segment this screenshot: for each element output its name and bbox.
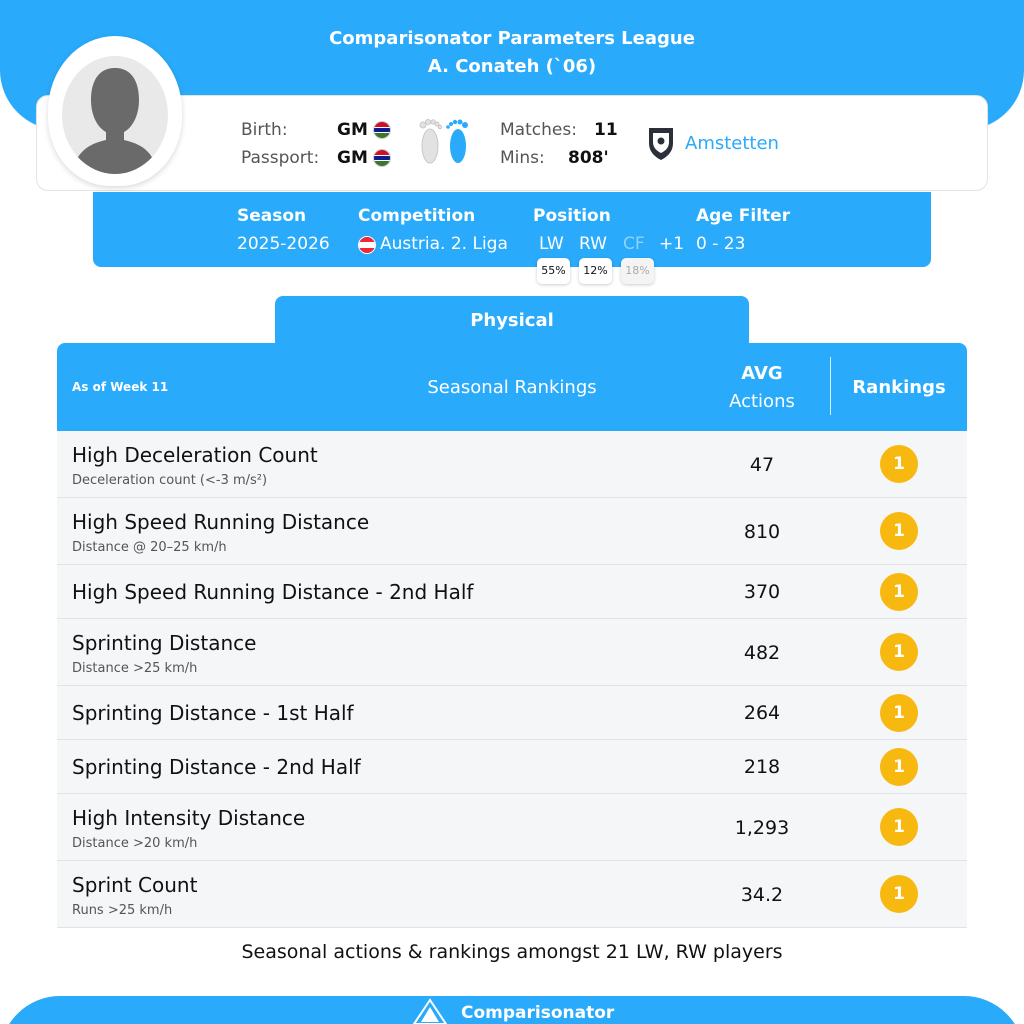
position-rw[interactable]: RW [579, 234, 607, 254]
club-name[interactable]: Amstetten [685, 133, 779, 154]
club-crest-icon [647, 125, 675, 165]
tab-physical[interactable]: Physical [275, 296, 749, 348]
table-row[interactable] [57, 431, 967, 498]
metric-value: 47 [749, 454, 775, 476]
position-pct-lw: 55% [537, 258, 570, 284]
position-pct-rw: 12% [579, 258, 612, 284]
footer-brand: Comparisonator [461, 1003, 615, 1023]
passport-label: Passport: [241, 148, 320, 168]
avatar [48, 36, 182, 186]
rank-badge: 1 [880, 748, 918, 786]
table-row[interactable] [57, 619, 967, 686]
rank-badge: 1 [880, 875, 918, 913]
avg-header: AVG [741, 363, 783, 384]
metric-value: 34.2 [740, 884, 784, 906]
age-filter-label: Age Filter [696, 206, 791, 226]
rankings-header: Rankings [852, 377, 946, 398]
metric-sublabel: Deceleration count (<-3 m/s²) [72, 473, 268, 488]
metric-sublabel: Runs >25 km/h [72, 903, 173, 918]
rank-badge: 1 [880, 808, 918, 846]
position-lw[interactable]: LW [539, 234, 564, 254]
player-silhouette-icon [62, 56, 168, 174]
position-pct-cf: 18% [621, 258, 654, 284]
metric-sublabel: Distance >25 km/h [72, 661, 198, 676]
as-of-week: As of Week 11 [72, 380, 169, 394]
birth-label: Birth: [241, 120, 288, 140]
rank-badge: 1 [880, 512, 918, 550]
metric-label: Sprinting Distance - 1st Half [72, 701, 354, 725]
comparisonator-logo-icon [410, 998, 450, 1024]
metric-label: High Speed Running Distance - 2nd Half [72, 580, 474, 604]
metric-value: 264 [743, 702, 781, 724]
gambia-flag-icon [373, 149, 391, 167]
mins-label: Mins: [500, 148, 545, 168]
matches-label: Matches: [500, 120, 577, 140]
position-cf[interactable]: CF [623, 234, 645, 254]
passport-value: GM [337, 148, 368, 168]
competition-label: Competition [358, 206, 476, 226]
metric-value: 482 [743, 642, 781, 664]
rank-badge: 1 [880, 573, 918, 611]
position-extra[interactable]: +1 [659, 234, 685, 254]
birth-value: GM [337, 120, 368, 140]
rank-badge: 1 [880, 694, 918, 732]
metric-sublabel: Distance @ 20–25 km/h [72, 540, 227, 555]
metric-label: High Speed Running Distance [72, 510, 370, 534]
position-label: Position [533, 206, 611, 226]
metric-label: Sprinting Distance [72, 631, 257, 655]
metric-label: High Deceleration Count [72, 443, 318, 467]
gambia-flag-icon [373, 121, 391, 139]
metric-value: 218 [743, 756, 781, 778]
rank-badge: 1 [880, 633, 918, 671]
table-row[interactable] [57, 565, 967, 619]
austria-flag-icon [358, 236, 376, 254]
header-divider [830, 357, 831, 415]
metric-value: 370 [743, 581, 781, 603]
metric-label: Sprinting Distance - 2nd Half [72, 755, 361, 779]
seasonal-rankings-header: Seasonal Rankings [427, 377, 597, 398]
table-row[interactable] [57, 498, 967, 565]
table-row[interactable] [57, 686, 967, 740]
actions-header: Actions [729, 391, 795, 412]
season-value[interactable]: 2025-2026 [237, 234, 330, 254]
matches-value: 11 [594, 120, 618, 140]
metric-value: 810 [743, 521, 781, 543]
league-title: Comparisonator Parameters League [329, 28, 695, 49]
filter-bar [93, 192, 931, 267]
season-label: Season [237, 206, 307, 226]
metric-label: High Intensity Distance [72, 806, 306, 830]
table-row[interactable] [57, 861, 967, 928]
competition-value[interactable]: Austria. 2. Liga [380, 234, 508, 254]
age-filter-value[interactable]: 0 - 23 [696, 234, 746, 254]
mins-value: 808' [568, 148, 609, 168]
rank-badge: 1 [880, 445, 918, 483]
table-row[interactable] [57, 740, 967, 794]
table-row[interactable] [57, 794, 967, 861]
metric-label: Sprint Count [72, 873, 198, 897]
feet-icon [414, 112, 476, 178]
metrics-table [57, 431, 967, 928]
footer-note: Seasonal actions & rankings amongst 21 LW, RW players [241, 941, 783, 963]
metric-value: 1,293 [734, 817, 790, 839]
player-name: A. Conateh (`06) [427, 56, 597, 77]
metric-sublabel: Distance >20 km/h [72, 836, 198, 851]
